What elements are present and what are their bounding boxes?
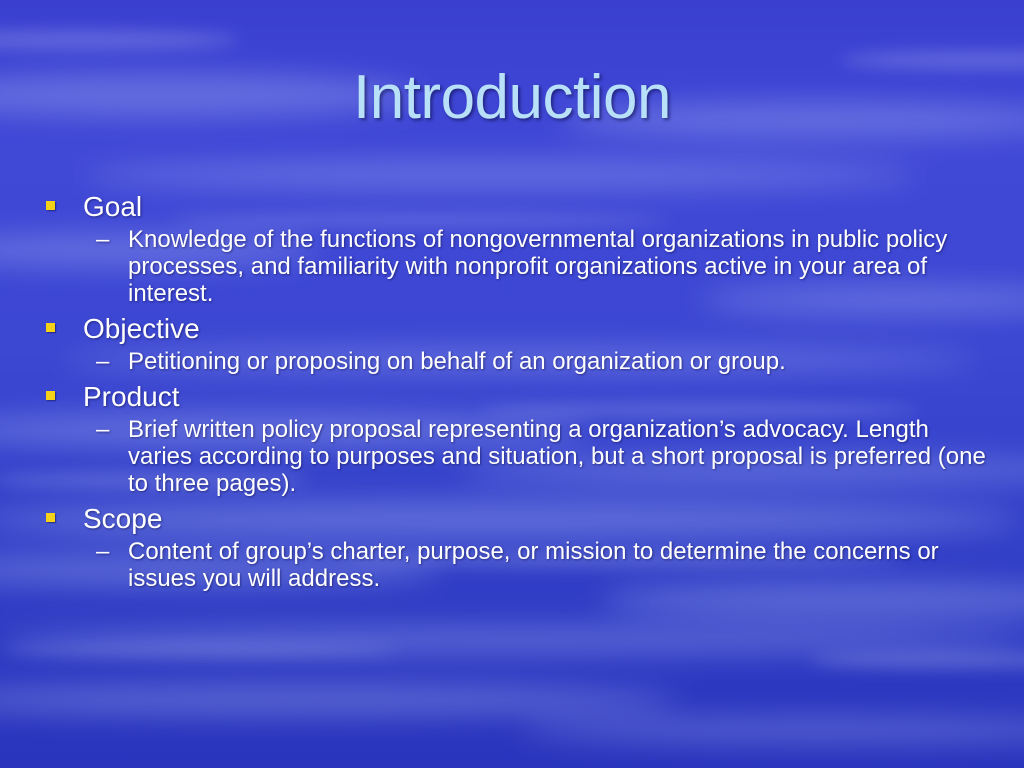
sub-bullet-item [44,416,994,497]
slide-title: Introduction [353,63,671,132]
dash-icon: – [96,348,110,375]
square-bullet-icon [46,513,55,522]
section-objective [44,312,994,375]
bullet-item [44,312,994,346]
sub-bullet-text: Brief written policy proposal representing a organization’s advocacy. Length varies according to purposes and situation, but a short proposal is preferred (one to three pages). [128,416,986,497]
dash-icon: – [96,538,110,565]
sub-bullet-text: Knowledge of the functions of nongovernmental organizations in public policy processes, and familiarity with nonprofit organizations active in your area of interest. [128,226,948,307]
bullet-item [44,502,994,536]
bullet-item [44,380,994,414]
sub-bullet-item [44,538,994,592]
section-goal [44,190,994,307]
sub-bullet-item [44,226,994,307]
sub-bullet-text: Content of group’s charter, purpose, or mission to determine the concerns or issues you will address. [128,538,939,592]
section-scope [44,502,994,592]
section-product [44,380,994,497]
bullet-heading: Product [83,381,180,412]
bullet-list [44,188,994,597]
bullet-heading: Goal [83,191,143,222]
square-bullet-icon [46,201,55,210]
dash-icon: – [96,226,110,253]
square-bullet-icon [46,391,55,400]
sub-bullet-item [44,348,994,375]
bullet-heading: Scope [83,503,163,534]
square-bullet-icon [46,323,55,332]
bullet-heading: Objective [83,313,200,344]
sub-bullet-text: Petitioning or proposing on behalf of an organization or group. [128,348,786,375]
bullet-item [44,190,994,224]
dash-icon: – [96,416,110,443]
